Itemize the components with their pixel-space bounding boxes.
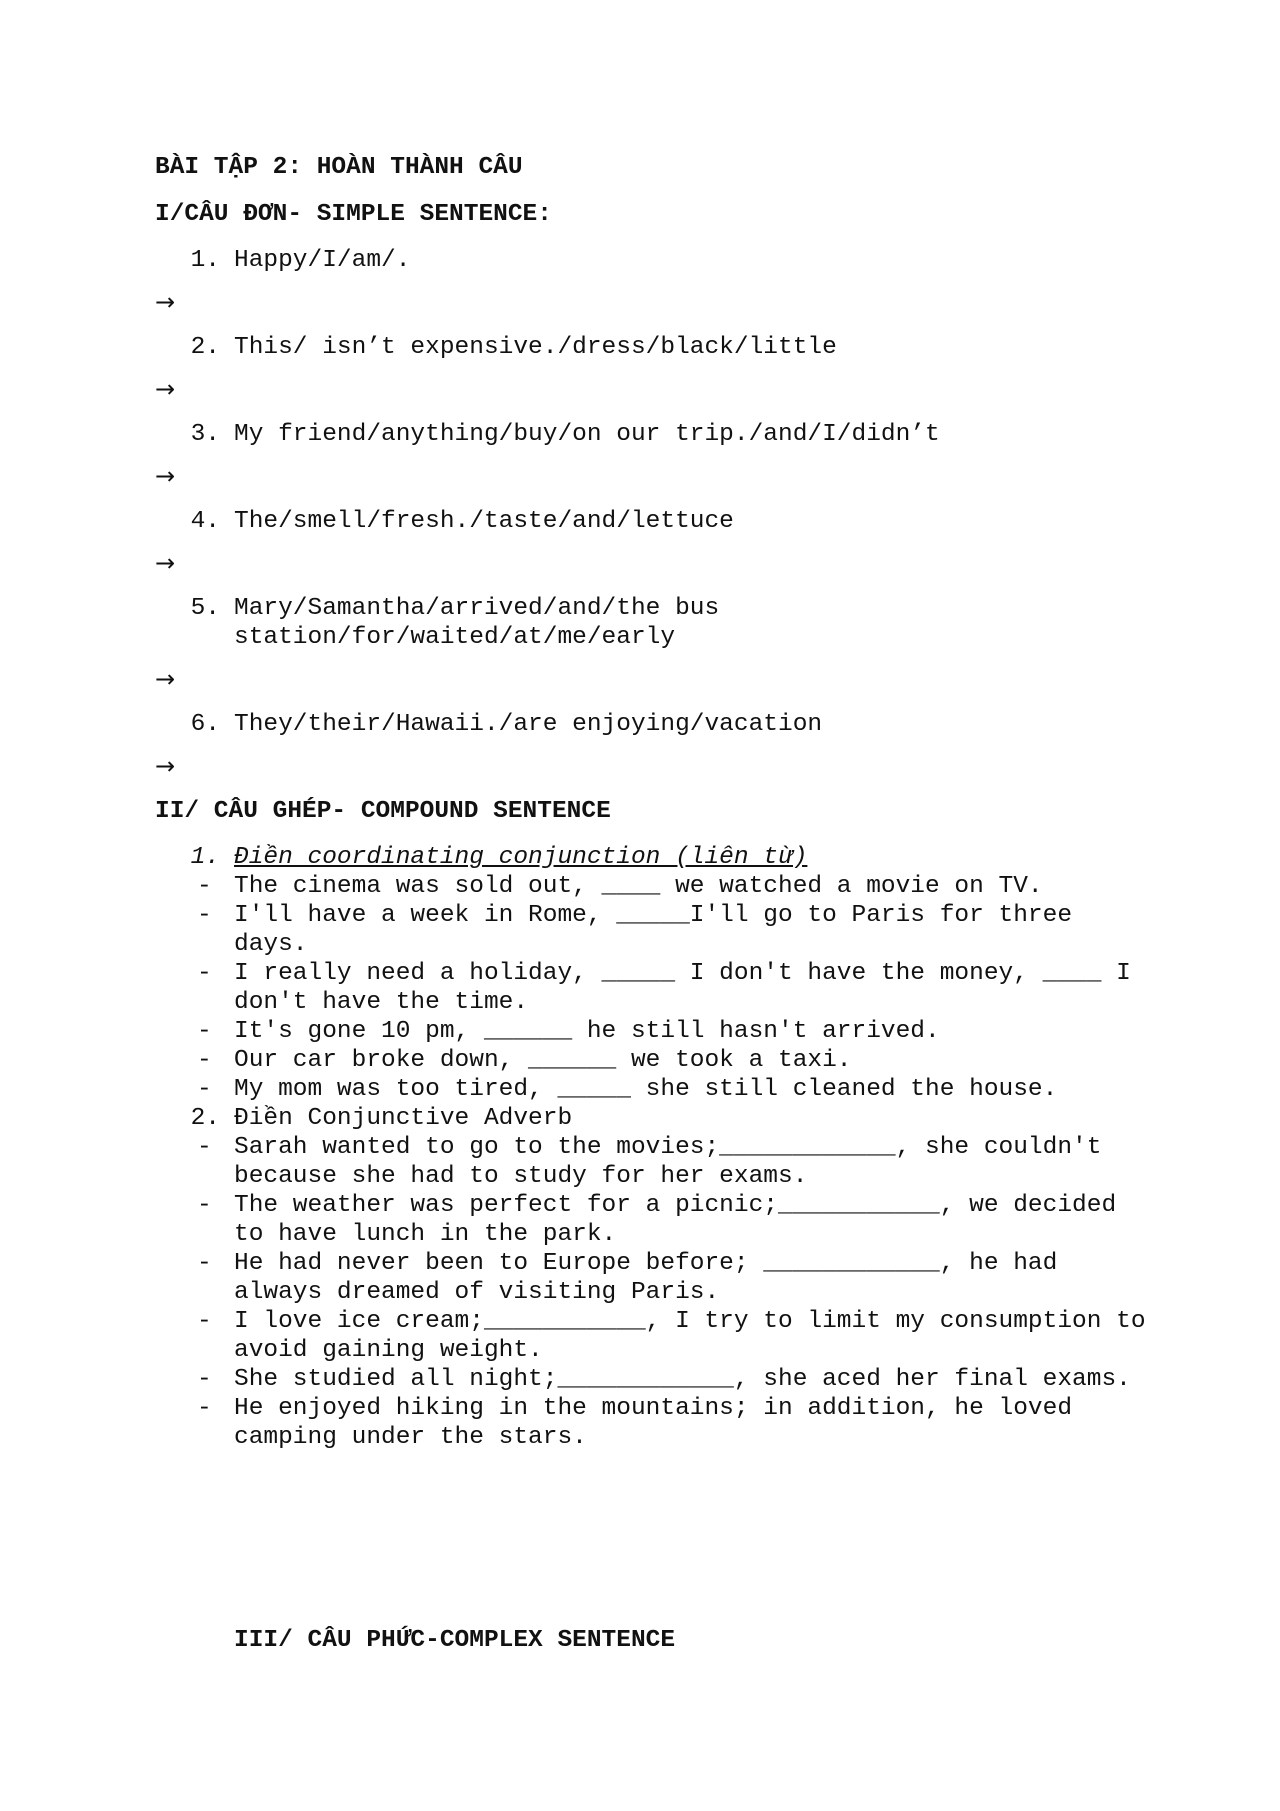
list-dash: - [197, 1250, 212, 1277]
list-dash: - [197, 1018, 212, 1045]
item-text: I love ice cream;___________, I try to limit my consumption to [234, 1308, 1146, 1335]
item-text: This/ isn’t expensive./dress/black/little [234, 334, 837, 361]
item-number: 5. [190, 595, 220, 622]
list-dash: - [197, 1308, 212, 1335]
item-text: The cinema was sold out, ____ we watched a movie on TV. [234, 873, 1043, 900]
section-3-heading: III/ CÂU PHỨC-COMPLEX SENTENCE [234, 1627, 676, 1654]
list-dash: - [197, 1366, 212, 1393]
item-number: 4. [190, 508, 220, 535]
list-dash: - [197, 960, 212, 987]
item-text: The/smell/fresh./taste/and/lettuce [234, 508, 734, 535]
part-2-label: Điền Conjunctive Adverb [234, 1105, 573, 1132]
answer-arrow-icon: → [155, 288, 176, 316]
item-number: 6. [190, 711, 220, 738]
document-title: BÀI TẬP 2: HOÀN THÀNH CÂU [155, 154, 523, 181]
list-dash: - [197, 873, 212, 900]
item-text: My friend/anything/buy/on our trip./and/I/didn’t [234, 421, 940, 448]
list-dash: - [197, 1192, 212, 1219]
item-text: Happy/I/am/. [234, 247, 411, 274]
item-text-cont: days. [234, 931, 308, 958]
list-dash: - [197, 1047, 212, 1074]
answer-arrow-icon: → [155, 462, 176, 490]
answer-arrow-icon: → [155, 549, 176, 577]
item-text: He enjoyed hiking in the mountains; in addition, he loved [234, 1395, 1073, 1422]
part-2-number: 2. [190, 1105, 220, 1132]
item-text: They/their/Hawaii./are enjoying/vacation [234, 711, 823, 738]
list-dash: - [197, 1134, 212, 1161]
item-text: It's gone 10 pm, ______ he still hasn't arrived. [234, 1018, 940, 1045]
item-text: I really need a holiday, _____ I don't have the money, ____ I [234, 960, 1131, 987]
item-text-cont: camping under the stars. [234, 1424, 587, 1451]
item-text: The weather was perfect for a picnic;___________, we decided [234, 1192, 1117, 1219]
item-text: He had never been to Europe before; ____________, he had [234, 1250, 1058, 1277]
item-text-cont: avoid gaining weight. [234, 1337, 543, 1364]
item-number: 1. [190, 247, 220, 274]
item-number: 2. [190, 334, 220, 361]
part-1-label: Điền coordinating conjunction (liên từ) [234, 844, 808, 871]
list-dash: - [197, 1395, 212, 1422]
item-text: Sarah wanted to go to the movies;____________, she couldn't [234, 1134, 1102, 1161]
item-text: I'll have a week in Rome, _____I'll go to Paris for three [234, 902, 1073, 929]
item-text: My mom was too tired, _____ she still cleaned the house. [234, 1076, 1058, 1103]
answer-arrow-icon: → [155, 375, 176, 403]
answer-arrow-icon: → [155, 665, 176, 693]
answer-arrow-icon: → [155, 752, 176, 780]
item-text-cont: don't have the time. [234, 989, 529, 1016]
item-text-cont: always dreamed of visiting Paris. [234, 1279, 720, 1306]
item-text-cont: because she had to study for her exams. [234, 1163, 808, 1190]
list-dash: - [197, 902, 212, 929]
part-1-number: 1. [190, 844, 220, 871]
section-2-heading: II/ CÂU GHÉP- COMPOUND SENTENCE [155, 798, 611, 825]
item-text-cont: station/for/waited/at/me/early [234, 624, 676, 651]
item-text: She studied all night;____________, she aced her final exams. [234, 1366, 1131, 1393]
item-number: 3. [190, 421, 220, 448]
item-text: Mary/Samantha/arrived/and/the bus [234, 595, 720, 622]
section-1-heading: I/CÂU ĐƠN- SIMPLE SENTENCE: [155, 201, 552, 228]
list-dash: - [197, 1076, 212, 1103]
item-text: Our car broke down, ______ we took a taxi. [234, 1047, 852, 1074]
item-text-cont: to have lunch in the park. [234, 1221, 617, 1248]
